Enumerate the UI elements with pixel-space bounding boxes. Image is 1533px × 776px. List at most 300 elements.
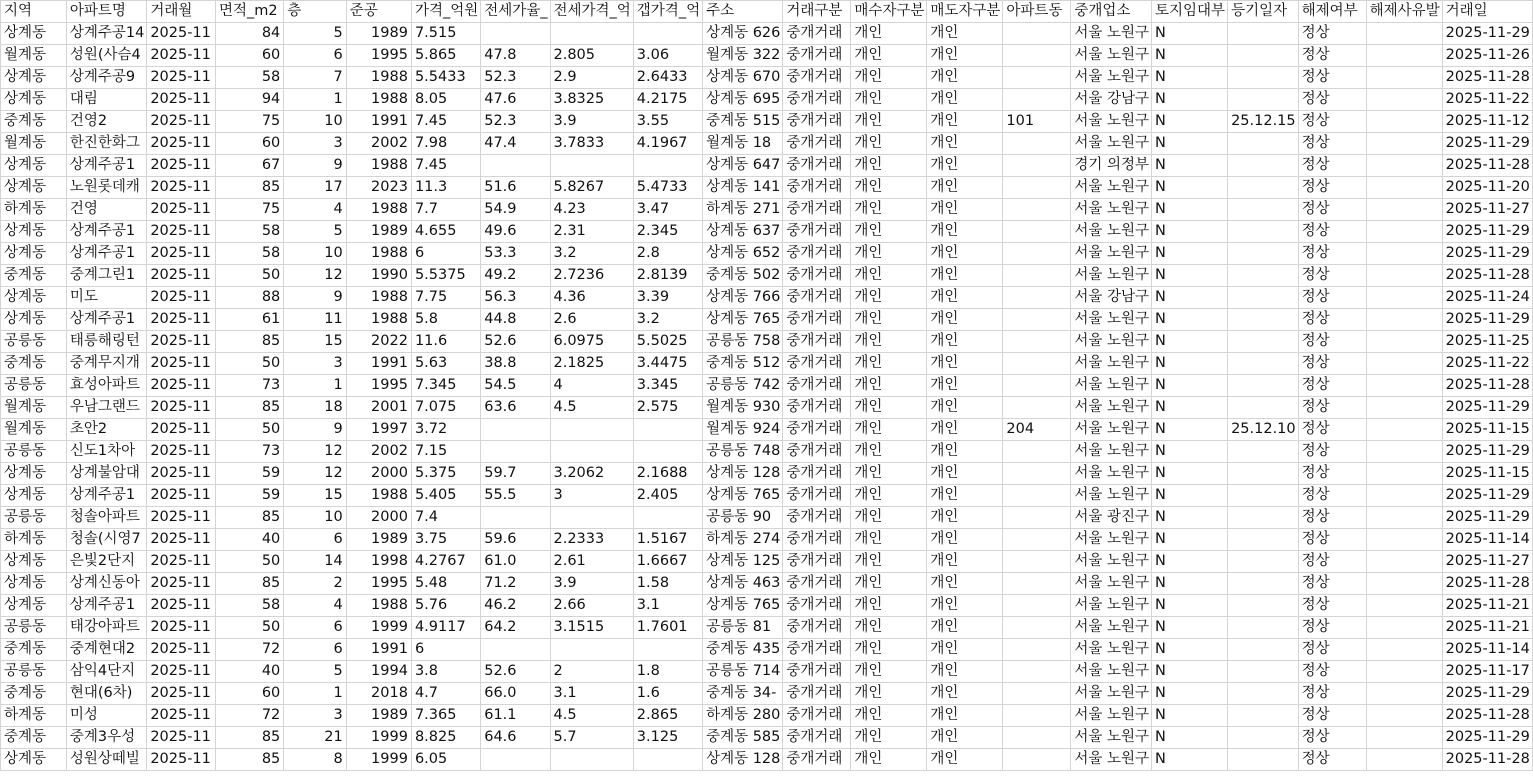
table-cell[interactable]	[1003, 67, 1071, 89]
table-cell[interactable]: 3.2	[633, 309, 702, 331]
table-cell[interactable]: 1991	[346, 353, 411, 375]
table-cell[interactable]: 상계동 141	[703, 177, 783, 199]
table-cell[interactable]: 85	[215, 749, 283, 771]
table-cell[interactable]	[1366, 441, 1442, 463]
table-cell[interactable]: 월계동 930	[703, 397, 783, 419]
table-cell[interactable]: 2025-11-21	[1442, 595, 1532, 617]
table-cell[interactable]: 상계동 670	[703, 67, 783, 89]
table-cell[interactable]: N	[1152, 199, 1228, 221]
table-cell[interactable]: 정상	[1298, 111, 1366, 133]
table-cell[interactable]: 개인	[851, 595, 927, 617]
table-cell[interactable]: 중개거래	[783, 705, 851, 727]
table-cell[interactable]: 중계동	[1, 353, 67, 375]
table-cell[interactable]: 1988	[346, 199, 411, 221]
table-cell[interactable]: 중계그린1	[66, 265, 146, 287]
table-cell[interactable]: 서울 노원구	[1071, 177, 1152, 199]
table-cell[interactable]	[1228, 683, 1299, 705]
table-cell[interactable]: N	[1152, 133, 1228, 155]
table-cell[interactable]: 개인	[851, 705, 927, 727]
table-cell[interactable]: 정상	[1298, 749, 1366, 771]
table-cell[interactable]: 2025-11-28	[1442, 265, 1532, 287]
table-cell[interactable]: 개인	[927, 573, 1003, 595]
table-cell[interactable]: 월계동 18	[703, 133, 783, 155]
table-cell[interactable]	[1228, 221, 1299, 243]
table-cell[interactable]: 상계동	[1, 177, 67, 199]
table-cell[interactable]	[1003, 89, 1071, 111]
table-cell[interactable]: 7.45	[411, 111, 480, 133]
table-cell[interactable]: 공릉동	[1, 617, 67, 639]
table-cell[interactable]: 88	[215, 287, 283, 309]
table-cell[interactable]: 정상	[1298, 419, 1366, 441]
table-cell[interactable]: 2025-11	[147, 683, 216, 705]
table-cell[interactable]: 2025-11-12	[1442, 111, 1532, 133]
table-cell[interactable]	[1228, 331, 1299, 353]
header-cell[interactable]: 토지임대부	[1152, 1, 1228, 23]
table-cell[interactable]: 6.05	[411, 749, 480, 771]
table-cell[interactable]: 상계동 695	[703, 89, 783, 111]
table-cell[interactable]	[1366, 111, 1442, 133]
table-cell[interactable]: 2025-11	[147, 353, 216, 375]
table-cell[interactable]: 3.8	[411, 661, 480, 683]
table-cell[interactable]: 25.12.15	[1228, 111, 1299, 133]
header-cell[interactable]: 갭가격_억	[633, 1, 702, 23]
table-cell[interactable]: 중개거래	[783, 441, 851, 463]
table-cell[interactable]: 개인	[851, 309, 927, 331]
table-cell[interactable]: 2025-11-29	[1442, 309, 1532, 331]
table-cell[interactable]: 공릉동 748	[703, 441, 783, 463]
table-cell[interactable]: 서울 노원구	[1071, 683, 1152, 705]
table-cell[interactable]: 중개거래	[783, 331, 851, 353]
table-cell[interactable]: 1991	[346, 111, 411, 133]
table-cell[interactable]	[1228, 45, 1299, 67]
table-cell[interactable]	[1003, 353, 1071, 375]
table-cell[interactable]	[1228, 727, 1299, 749]
table-cell[interactable]: 1	[284, 89, 346, 111]
table-cell[interactable]: 14	[284, 551, 346, 573]
table-cell[interactable]: 66.0	[481, 683, 550, 705]
table-cell[interactable]: 개인	[851, 23, 927, 45]
table-cell[interactable]: 8.825	[411, 727, 480, 749]
table-cell[interactable]: 50	[215, 353, 283, 375]
table-cell[interactable]: 중개거래	[783, 485, 851, 507]
table-cell[interactable]: 정상	[1298, 199, 1366, 221]
table-cell[interactable]: 개인	[851, 199, 927, 221]
table-cell[interactable]: 개인	[851, 133, 927, 155]
table-cell[interactable]: 중계동 34-	[703, 683, 783, 705]
table-cell[interactable]: N	[1152, 617, 1228, 639]
table-cell[interactable]: 상계불암대	[66, 463, 146, 485]
table-cell[interactable]	[1366, 331, 1442, 353]
table-cell[interactable]	[1003, 639, 1071, 661]
table-cell[interactable]: 개인	[927, 683, 1003, 705]
table-cell[interactable]: 64.2	[481, 617, 550, 639]
table-cell[interactable]: 7.15	[411, 441, 480, 463]
table-cell[interactable]: 7	[284, 67, 346, 89]
table-cell[interactable]: 1988	[346, 309, 411, 331]
table-cell[interactable]: 서울 노원구	[1071, 485, 1152, 507]
table-cell[interactable]: 2025-11-21	[1442, 617, 1532, 639]
table-cell[interactable]: 중개거래	[783, 727, 851, 749]
table-cell[interactable]: 월계동 924	[703, 419, 783, 441]
table-cell[interactable]	[481, 441, 550, 463]
table-cell[interactable]: 5	[284, 221, 346, 243]
table-cell[interactable]	[1003, 551, 1071, 573]
table-cell[interactable]: 개인	[927, 89, 1003, 111]
table-cell[interactable]: 58	[215, 67, 283, 89]
table-cell[interactable]: N	[1152, 397, 1228, 419]
table-cell[interactable]: 상계동	[1, 551, 67, 573]
table-cell[interactable]	[1228, 441, 1299, 463]
table-cell[interactable]: 1988	[346, 485, 411, 507]
table-cell[interactable]: 서울 노원구	[1071, 243, 1152, 265]
table-cell[interactable]	[1228, 551, 1299, 573]
table-cell[interactable]: N	[1152, 375, 1228, 397]
table-cell[interactable]: 5.48	[411, 573, 480, 595]
table-cell[interactable]: 중개거래	[783, 89, 851, 111]
table-cell[interactable]: 6	[284, 529, 346, 551]
table-cell[interactable]	[1366, 727, 1442, 749]
table-cell[interactable]	[1228, 617, 1299, 639]
table-cell[interactable]: 상계동 765	[703, 309, 783, 331]
table-cell[interactable]: 59	[215, 485, 283, 507]
table-cell[interactable]: 1988	[346, 155, 411, 177]
table-cell[interactable]: 서울 노원구	[1071, 111, 1152, 133]
header-cell[interactable]: 주소	[703, 1, 783, 23]
table-cell[interactable]: 상계주공1	[66, 309, 146, 331]
table-cell[interactable]: 서울 노원구	[1071, 265, 1152, 287]
header-cell[interactable]: 면적_m2	[215, 1, 283, 23]
table-cell[interactable]: 개인	[927, 155, 1003, 177]
table-cell[interactable]: 1989	[346, 23, 411, 45]
table-cell[interactable]: 4	[284, 199, 346, 221]
table-cell[interactable]: 1990	[346, 265, 411, 287]
table-cell[interactable]: 2025-11-28	[1442, 155, 1532, 177]
table-cell[interactable]: 상계동	[1, 89, 67, 111]
table-cell[interactable]: 4.23	[550, 199, 633, 221]
table-cell[interactable]: 정상	[1298, 727, 1366, 749]
table-cell[interactable]: 60	[215, 45, 283, 67]
table-cell[interactable]: 7.7	[411, 199, 480, 221]
table-cell[interactable]: N	[1152, 551, 1228, 573]
table-cell[interactable]: 2025-11	[147, 133, 216, 155]
table-cell[interactable]: 3.9	[550, 111, 633, 133]
table-cell[interactable]	[1003, 221, 1071, 243]
table-cell[interactable]: 1995	[346, 45, 411, 67]
table-cell[interactable]: 2.8	[633, 243, 702, 265]
table-cell[interactable]: 개인	[851, 463, 927, 485]
header-cell[interactable]: 아파트명	[66, 1, 146, 23]
table-cell[interactable]: 건영2	[66, 111, 146, 133]
table-cell[interactable]: 56.3	[481, 287, 550, 309]
table-cell[interactable]: 58	[215, 221, 283, 243]
table-cell[interactable]: 2025-11-20	[1442, 177, 1532, 199]
table-cell[interactable]: 서울 노원구	[1071, 595, 1152, 617]
table-cell[interactable]: 2025-11-29	[1442, 221, 1532, 243]
table-cell[interactable]	[1003, 441, 1071, 463]
table-cell[interactable]: 3.9	[550, 573, 633, 595]
table-cell[interactable]	[633, 507, 702, 529]
table-cell[interactable]: 상계동	[1, 23, 67, 45]
table-cell[interactable]: 3.345	[633, 375, 702, 397]
header-cell[interactable]: 매수자구분	[851, 1, 927, 23]
table-cell[interactable]: 6.0975	[550, 331, 633, 353]
table-cell[interactable]: 하계동	[1, 705, 67, 727]
table-cell[interactable]	[1366, 617, 1442, 639]
table-cell[interactable]	[1366, 485, 1442, 507]
table-cell[interactable]: 2025-11	[147, 67, 216, 89]
table-cell[interactable]: 정상	[1298, 243, 1366, 265]
table-cell[interactable]: 개인	[927, 463, 1003, 485]
table-cell[interactable]: 현대(6차)	[66, 683, 146, 705]
header-cell[interactable]: 중개업소	[1071, 1, 1152, 23]
table-cell[interactable]: 5.8	[411, 309, 480, 331]
table-cell[interactable]: 하계동	[1, 529, 67, 551]
table-cell[interactable]: 2025-11-28	[1442, 375, 1532, 397]
table-cell[interactable]: 75	[215, 111, 283, 133]
table-cell[interactable]: 2	[550, 661, 633, 683]
table-cell[interactable]	[1228, 749, 1299, 771]
table-cell[interactable]	[1366, 705, 1442, 727]
table-cell[interactable]: 개인	[851, 331, 927, 353]
table-cell[interactable]	[1003, 617, 1071, 639]
table-cell[interactable]	[1228, 661, 1299, 683]
table-cell[interactable]: 중개거래	[783, 529, 851, 551]
table-cell[interactable]: 한진한화그	[66, 133, 146, 155]
table-cell[interactable]: 상계동 128	[703, 749, 783, 771]
table-cell[interactable]: 46.2	[481, 595, 550, 617]
table-cell[interactable]: 47.4	[481, 133, 550, 155]
table-cell[interactable]	[1366, 309, 1442, 331]
table-cell[interactable]: 85	[215, 573, 283, 595]
table-cell[interactable]: 월계동	[1, 397, 67, 419]
table-cell[interactable]	[1228, 353, 1299, 375]
table-cell[interactable]: 17	[284, 177, 346, 199]
table-cell[interactable]: 2025-11	[147, 265, 216, 287]
table-cell[interactable]: 2025-11	[147, 89, 216, 111]
table-cell[interactable]: 53.3	[481, 243, 550, 265]
table-cell[interactable]	[1003, 375, 1071, 397]
table-cell[interactable]	[481, 419, 550, 441]
table-cell[interactable]: 2025-11-27	[1442, 551, 1532, 573]
table-cell[interactable]: 중개거래	[783, 419, 851, 441]
table-cell[interactable]: 1991	[346, 639, 411, 661]
table-cell[interactable]: N	[1152, 463, 1228, 485]
table-cell[interactable]: N	[1152, 419, 1228, 441]
table-cell[interactable]: 3.8325	[550, 89, 633, 111]
table-cell[interactable]	[1003, 309, 1071, 331]
table-cell[interactable]: 55.5	[481, 485, 550, 507]
table-cell[interactable]: 9	[284, 287, 346, 309]
table-cell[interactable]: 중계동	[1, 639, 67, 661]
table-cell[interactable]: 개인	[927, 639, 1003, 661]
table-cell[interactable]: 2025-11-17	[1442, 661, 1532, 683]
table-cell[interactable]: 정상	[1298, 397, 1366, 419]
table-cell[interactable]: 2.6433	[633, 67, 702, 89]
table-cell[interactable]: 2025-11	[147, 177, 216, 199]
table-cell[interactable]: 3.1515	[550, 617, 633, 639]
table-cell[interactable]: 개인	[927, 45, 1003, 67]
table-cell[interactable]: 54.5	[481, 375, 550, 397]
header-cell[interactable]: 아파트동	[1003, 1, 1071, 23]
table-cell[interactable]: 상계신동아	[66, 573, 146, 595]
table-cell[interactable]: 84	[215, 23, 283, 45]
table-cell[interactable]: 개인	[927, 705, 1003, 727]
table-cell[interactable]: 1988	[346, 89, 411, 111]
table-cell[interactable]	[1366, 507, 1442, 529]
table-cell[interactable]	[1366, 67, 1442, 89]
table-cell[interactable]: N	[1152, 749, 1228, 771]
table-cell[interactable]: 1.8	[633, 661, 702, 683]
table-cell[interactable]: 2025-11-22	[1442, 89, 1532, 111]
table-cell[interactable]: 2025-11	[147, 551, 216, 573]
table-cell[interactable]: 개인	[851, 727, 927, 749]
table-cell[interactable]: 월계동	[1, 133, 67, 155]
table-cell[interactable]: 5.76	[411, 595, 480, 617]
table-cell[interactable]: 개인	[851, 617, 927, 639]
table-cell[interactable]: 2025-11-28	[1442, 705, 1532, 727]
table-cell[interactable]: 중개거래	[783, 45, 851, 67]
table-cell[interactable]: 개인	[927, 265, 1003, 287]
table-cell[interactable]: 47.8	[481, 45, 550, 67]
table-cell[interactable]	[1366, 177, 1442, 199]
table-cell[interactable]: 52.6	[481, 331, 550, 353]
table-cell[interactable]: 2025-11	[147, 485, 216, 507]
table-cell[interactable]: 정상	[1298, 529, 1366, 551]
table-cell[interactable]: 상계주공1	[66, 485, 146, 507]
table-cell[interactable]: 효성아파트	[66, 375, 146, 397]
table-cell[interactable]: 개인	[851, 67, 927, 89]
table-cell[interactable]: 2025-11-29	[1442, 727, 1532, 749]
table-cell[interactable]: 개인	[851, 221, 927, 243]
table-cell[interactable]: 3.2	[550, 243, 633, 265]
table-cell[interactable]	[1003, 265, 1071, 287]
table-cell[interactable]: N	[1152, 573, 1228, 595]
table-cell[interactable]: 서울 광진구	[1071, 507, 1152, 529]
table-cell[interactable]: 1995	[346, 573, 411, 595]
table-cell[interactable]: 정상	[1298, 45, 1366, 67]
table-cell[interactable]: 개인	[927, 529, 1003, 551]
table-cell[interactable]: 63.6	[481, 397, 550, 419]
table-cell[interactable]: 7.515	[411, 23, 480, 45]
table-cell[interactable]: 3.7833	[550, 133, 633, 155]
table-cell[interactable]: 중개거래	[783, 265, 851, 287]
table-cell[interactable]: 개인	[851, 485, 927, 507]
table-cell[interactable]: 1995	[346, 375, 411, 397]
table-cell[interactable]: 개인	[851, 177, 927, 199]
table-cell[interactable]: 서울 노원구	[1071, 331, 1152, 353]
table-cell[interactable]: 개인	[927, 67, 1003, 89]
table-cell[interactable]	[1366, 683, 1442, 705]
table-cell[interactable]	[1003, 199, 1071, 221]
table-cell[interactable]: 공릉동 90	[703, 507, 783, 529]
table-cell[interactable]: 정상	[1298, 155, 1366, 177]
table-cell[interactable]: 204	[1003, 419, 1071, 441]
table-cell[interactable]: 서울 노원구	[1071, 133, 1152, 155]
table-cell[interactable]: N	[1152, 243, 1228, 265]
table-cell[interactable]: 6	[411, 639, 480, 661]
table-cell[interactable]: 개인	[927, 375, 1003, 397]
table-cell[interactable]: 2025-11	[147, 529, 216, 551]
table-cell[interactable]: 개인	[927, 749, 1003, 771]
table-cell[interactable]: 12	[284, 463, 346, 485]
table-cell[interactable]: 2025-11-29	[1442, 133, 1532, 155]
table-cell[interactable]: 개인	[927, 485, 1003, 507]
table-cell[interactable]: 2.1825	[550, 353, 633, 375]
table-cell[interactable]: 6	[284, 639, 346, 661]
table-cell[interactable]: 개인	[851, 507, 927, 529]
table-cell[interactable]: N	[1152, 111, 1228, 133]
table-cell[interactable]: 5.375	[411, 463, 480, 485]
table-cell[interactable]: 5.8267	[550, 177, 633, 199]
table-cell[interactable]: 중계현대2	[66, 639, 146, 661]
table-cell[interactable]: 정상	[1298, 89, 1366, 111]
table-cell[interactable]: 중계동	[1, 265, 67, 287]
table-cell[interactable]: 중개거래	[783, 573, 851, 595]
table-cell[interactable]: 상계동 652	[703, 243, 783, 265]
table-cell[interactable]: 서울 노원구	[1071, 705, 1152, 727]
table-cell[interactable]: 4	[550, 375, 633, 397]
table-cell[interactable]: 2000	[346, 463, 411, 485]
table-cell[interactable]: 11	[284, 309, 346, 331]
table-cell[interactable]: 초안2	[66, 419, 146, 441]
table-cell[interactable]: N	[1152, 353, 1228, 375]
table-cell[interactable]: 2000	[346, 507, 411, 529]
table-cell[interactable]: 정상	[1298, 551, 1366, 573]
table-cell[interactable]: 3	[284, 133, 346, 155]
table-cell[interactable]: 중개거래	[783, 67, 851, 89]
table-cell[interactable]: 5.5433	[411, 67, 480, 89]
table-cell[interactable]: 50	[215, 419, 283, 441]
table-cell[interactable]: 상계동 626	[703, 23, 783, 45]
table-cell[interactable]: 2025-11	[147, 573, 216, 595]
table-cell[interactable]	[550, 639, 633, 661]
table-cell[interactable]	[481, 23, 550, 45]
table-cell[interactable]: 중개거래	[783, 309, 851, 331]
table-cell[interactable]: 중개거래	[783, 155, 851, 177]
table-cell[interactable]: 7.45	[411, 155, 480, 177]
table-cell[interactable]: 2025-11	[147, 463, 216, 485]
table-cell[interactable]	[633, 639, 702, 661]
table-cell[interactable]: 중개거래	[783, 617, 851, 639]
table-cell[interactable]	[1228, 485, 1299, 507]
table-cell[interactable]: N	[1152, 265, 1228, 287]
table-cell[interactable]: 2.7236	[550, 265, 633, 287]
table-cell[interactable]: 중개거래	[783, 375, 851, 397]
table-cell[interactable]	[1228, 287, 1299, 309]
table-cell[interactable]: 중개거래	[783, 111, 851, 133]
table-cell[interactable]: 1.58	[633, 573, 702, 595]
table-cell[interactable]: 5	[284, 661, 346, 683]
table-cell[interactable]: 서울 강남구	[1071, 287, 1152, 309]
table-cell[interactable]: 50	[215, 551, 283, 573]
table-cell[interactable]: 서울 노원구	[1071, 419, 1152, 441]
table-cell[interactable]: 3	[284, 705, 346, 727]
table-cell[interactable]	[550, 441, 633, 463]
table-cell[interactable]: 개인	[851, 89, 927, 111]
table-cell[interactable]: 75	[215, 199, 283, 221]
table-cell[interactable]	[633, 155, 702, 177]
table-cell[interactable]	[1366, 287, 1442, 309]
table-cell[interactable]	[1366, 199, 1442, 221]
table-cell[interactable]: 공릉동 81	[703, 617, 783, 639]
table-cell[interactable]: 61.1	[481, 705, 550, 727]
table-cell[interactable]: 58	[215, 243, 283, 265]
table-cell[interactable]: 개인	[927, 23, 1003, 45]
table-cell[interactable]: 3.4475	[633, 353, 702, 375]
table-cell[interactable]: 2025-11	[147, 111, 216, 133]
table-cell[interactable]: 67	[215, 155, 283, 177]
table-cell[interactable]: 중계동 502	[703, 265, 783, 287]
